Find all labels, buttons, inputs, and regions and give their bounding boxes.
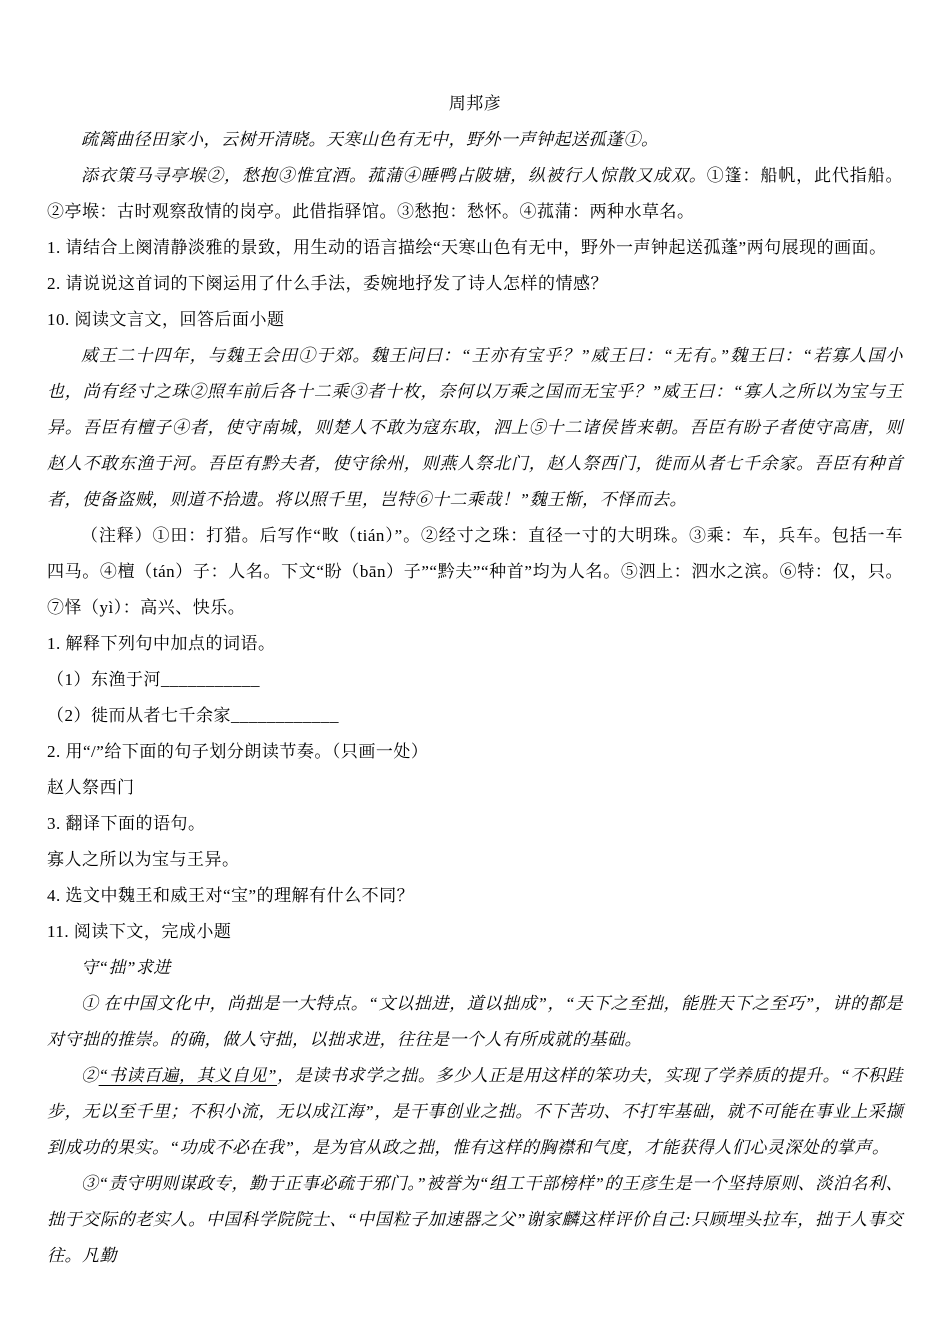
classical-question-3-sentence: [47, 842, 903, 878]
text-segment: （2）徙而从者七千余家____________: [47, 706, 339, 725]
document-body: [47, 86, 903, 1274]
text-segment: 10. 阅读文言文，回答后面小题: [47, 310, 285, 329]
classical-question-4: [47, 878, 903, 914]
classical-question-1-blank-1: [47, 662, 903, 698]
text-segment: 威王二十四年，与魏王会田①于郊。魏王问曰：“王亦有宝乎？”威王曰：“无有。”魏王曰：“若寡人国小也，尚有经寸之珠②照车前后各十二乘③者十枚，奈何以万乘之国而无宝乎？”威王曰：“寡人之所以为宝与王异。吾臣有檀子④者，使守南城，则楚人不敢为寇东取，泗上⑤十二诸侯皆来朝。吾臣有盼子者使守高唐，则赵人不敢东渔于河。吾臣有黔夫者，使守徐州，则燕人祭北门，赵人祭西门，徙而从者七千余家。吾臣有种首者，使备盗贼，则道不拾遗。将以照千里，岂特⑥十二乘哉！”魏王惭，不怿而去。: [47, 346, 903, 509]
classical-passage: [47, 338, 903, 518]
text-segment: 4. 选文中魏王和威王对“宝”的理解有什么不同？: [47, 886, 415, 905]
underlined-text-segment: “书读百遍，其义自见”: [98, 1066, 278, 1085]
poem-upper-stanza: [47, 122, 903, 158]
text-segment: 周邦彦: [448, 94, 502, 113]
text-segment: （注释）①田：打猎。后写作“畋（tián）”。②经寸之珠：直径一寸的大明珠。③乘：车，兵车。包括一车四马。④檀（tán）子：人名。下文“盼（bān）子”“黔夫”“种首”均为人名。⑤泗上：泗水之滨。⑥特：仅，只。⑦怿（yì）：高兴、快乐。: [47, 526, 903, 617]
text-segment: 寡人之所以为宝与王异。: [47, 850, 240, 869]
section-10-heading: [47, 302, 903, 338]
essay-title: [47, 950, 903, 986]
text-segment: 疏篱曲径田家小，云树开清晓。天寒山色有无中，野外一声钟起送孤蓬①。: [81, 130, 659, 149]
text-segment: 赵人祭西门: [47, 778, 135, 797]
text-segment: 守“拙”求进: [81, 958, 171, 977]
text-segment: 1. 请结合上阕清静淡雅的景致，用生动的语言描绘“天寒山色有无中，野外一声钟起送孤蓬”两句展现的画面。: [47, 238, 887, 257]
poem-question-1: [47, 230, 903, 266]
text-segment: 1. 解释下列句中加点的词语。: [47, 634, 276, 653]
essay-paragraph-1: [47, 986, 903, 1058]
classical-question-2-sentence: [47, 770, 903, 806]
text-segment: 2. 用“/”给下面的句子划分朗读节奏。（只画一处）: [47, 742, 429, 761]
text-segment: ① 在中国文化中，尚拙是一大特点。“文以拙进，道以拙成”，“天下之至拙，能胜天下之至巧”，讲的都是对守拙的推崇。的确，做人守拙，以拙求进，往往是一个人有所成就的基础。: [47, 994, 903, 1049]
classical-question-3: [47, 806, 903, 842]
classical-question-1-blank-2: [47, 698, 903, 734]
text-segment: ，是读书求学之拙。多少人正是用这样的笨功夫，实现了学养质的提升。“不积跬步，无以至千里；不积小流，无以成江海”，是干事创业之拙。不下苦功、不打牢基础，就不可能在事业上采撷到成功的果实。“功成不必在我”，是为官从政之拙，惟有这样的胸襟和气度，才能获得人们心灵深处的掌声。: [47, 1066, 904, 1157]
text-segment: 添衣策马寻亭堠②，愁抱③惟宜酒。菰蒲④睡鸭占陂塘，纵被行人惊散又成双。: [81, 166, 707, 185]
poem-question-2: [47, 266, 903, 302]
section-11-heading: [47, 914, 903, 950]
poem-lower-stanza-and-notes: [47, 158, 903, 230]
essay-paragraph-2: [47, 1058, 903, 1166]
text-segment: ③“责守明则谋政专，勤于正事必疏于邪门。”被誉为“组工干部榜样”的王彦生是一个坚持原则、淡泊名利、拙于交际的老实人。中国科学院院士、“中国粒子加速器之父”谢家麟这样评价自己:只顾埋头拉车，拙于人事交往。凡勤: [47, 1174, 903, 1265]
essay-paragraph-3: [47, 1166, 903, 1274]
text-segment: 3. 翻译下面的语句。: [47, 814, 206, 833]
text-segment: （1）东渔于河___________: [47, 670, 260, 689]
text-segment: ②: [81, 1066, 99, 1085]
text-segment: 11. 阅读下文，完成小题: [47, 922, 232, 941]
classical-question-2: [47, 734, 903, 770]
text-segment: ①篷：船帆，此代指船。②亭堠：古时观察敌情的岗亭。此借指驿馆。③愁抱：愁怀。④菰蒲：两种水草名。: [47, 166, 904, 221]
poem-author-line: [47, 86, 903, 122]
text-segment: 2. 请说说这首词的下阕运用了什么手法，委婉地抒发了诗人怎样的情感？: [47, 274, 608, 293]
classical-question-1: [47, 626, 903, 662]
classical-annotations: [47, 518, 903, 626]
